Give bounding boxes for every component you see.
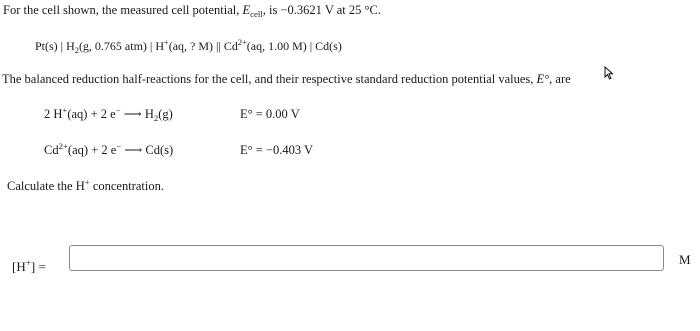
rxn2-part2: (aq) + 2 e bbox=[67, 143, 117, 157]
cell-h-sup: + bbox=[164, 38, 169, 47]
h-concentration-input[interactable] bbox=[69, 245, 664, 271]
question-sup: + bbox=[84, 177, 90, 187]
mouse-pointer-icon bbox=[603, 66, 615, 80]
e-standard-symbol: E° bbox=[536, 72, 550, 86]
rxn1-arrow-icon: ⟶ bbox=[120, 107, 145, 121]
balanced-end: , are bbox=[549, 72, 571, 86]
question-text-2: concentration. bbox=[89, 179, 164, 193]
rxn1-part3: H bbox=[144, 107, 154, 121]
potential-cadmium: E° = −0.403 V bbox=[240, 143, 314, 157]
answer-label-sup: + bbox=[25, 258, 31, 268]
rxn2-sup1: 2+ bbox=[58, 141, 68, 151]
balanced-text: The balanced reduction half-reactions for the cell, and their respective standard reduction potential values, bbox=[2, 72, 537, 86]
cell-after-cd: (aq, 1.00 M) | Cd(s) bbox=[246, 39, 342, 53]
intro-text-2: , is −0.3621 V at 25 °C. bbox=[262, 3, 381, 17]
cell-after-h: (aq, ? M) || Cd bbox=[168, 39, 238, 53]
rxn2-part3: Cd(s) bbox=[145, 143, 174, 157]
rxn1-part1: 2 H bbox=[44, 107, 63, 121]
question-prompt bbox=[7, 178, 164, 194]
rxn1-part4: (g) bbox=[158, 107, 173, 121]
rxn1-sup1: + bbox=[62, 105, 68, 115]
rxn2-arrow-icon: ⟶ bbox=[121, 143, 146, 157]
intro-text-1: For the cell shown, the measured cell potential, bbox=[3, 3, 243, 17]
answer-label-open: [H bbox=[12, 259, 26, 274]
problem-intro bbox=[3, 2, 381, 18]
rxn1-sub3: 2 bbox=[153, 113, 159, 123]
rxn1-part2: (aq) + 2 e bbox=[67, 107, 116, 121]
answer-label bbox=[12, 259, 46, 275]
cell-h2-sub: 2 bbox=[74, 46, 79, 55]
answer-label-close: ] = bbox=[30, 259, 46, 274]
rxn1-sup2: − bbox=[115, 105, 121, 115]
e-symbol: E bbox=[242, 3, 251, 17]
cell-cd-sup: 2+ bbox=[237, 38, 247, 47]
balanced-statement bbox=[2, 71, 571, 87]
cell-pt: Pt(s) | H bbox=[35, 39, 75, 53]
potential-hydrogen: E° = 0.00 V bbox=[240, 107, 300, 121]
half-reaction-cadmium bbox=[44, 142, 173, 158]
cell-notation bbox=[35, 38, 342, 54]
rxn2-part1: Cd bbox=[44, 143, 59, 157]
cell-after-h2: (g, 0.765 atm) | H bbox=[78, 39, 164, 53]
rxn2-sup2: − bbox=[116, 141, 122, 151]
e-subscript: cell bbox=[250, 9, 263, 19]
unit-label: M bbox=[679, 252, 691, 267]
question-text-1: Calculate the H bbox=[7, 179, 85, 193]
half-reaction-hydrogen bbox=[44, 106, 173, 122]
